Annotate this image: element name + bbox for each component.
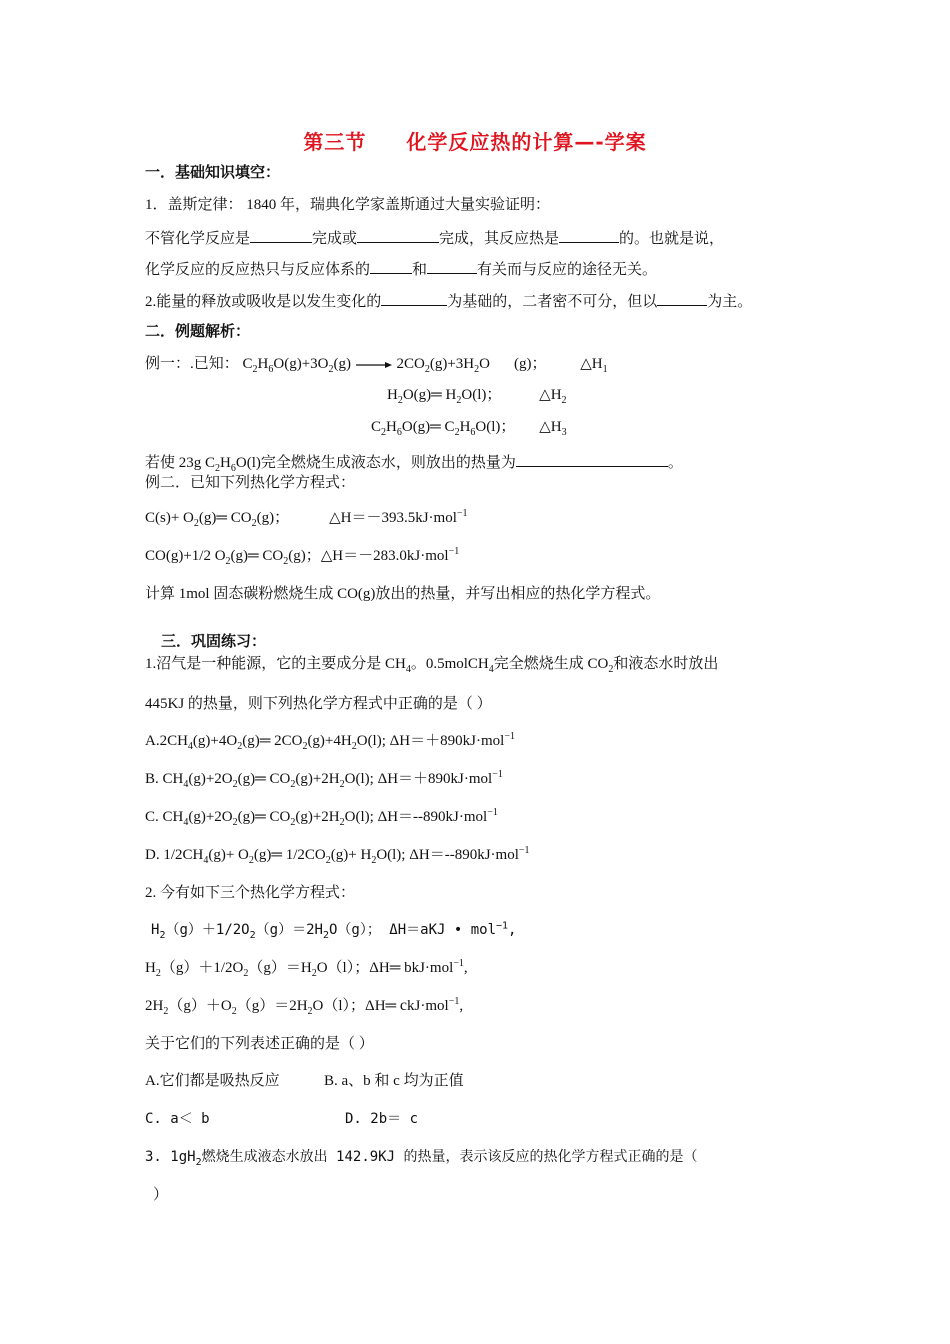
example1-eq2: $H_2O(g)═$ $H_2O(l)$； $\triangle H_2$ xyxy=(387,387,567,406)
fill-blank[interactable] xyxy=(559,227,619,243)
fill-blank[interactable] xyxy=(657,290,707,306)
page-title xyxy=(0,126,950,155)
title-section: 第三节 xyxy=(303,130,367,154)
example1-eq3: $C_2H_6O(g)═$ $C_2H_6O(l)$； $\triangle H_3$ xyxy=(371,419,567,438)
s1-line2: 不管化学反应是 完成或 完成，其反应热是 的。也就是说， xyxy=(145,227,724,249)
fill-blank[interactable] xyxy=(357,227,439,243)
p3-line2: ） xyxy=(153,1187,169,1203)
p2-option-c[interactable]: C. a＜ b xyxy=(145,1111,210,1127)
p2-question: 关于它们的下列表述正确的是（ ） xyxy=(145,1036,374,1052)
p1-option-b[interactable]: B. $CH_4(g)+2O_2(g)═$ $CO_2(g)+2H_2O(l)$; ΔH＝＋890kJ·mol$^{-1}$ xyxy=(145,769,503,790)
fill-blank[interactable] xyxy=(381,290,447,306)
example2-heading: 例二．已知下列热化学方程式： xyxy=(145,475,356,491)
fill-blank[interactable] xyxy=(427,258,477,274)
example2-question: 计算 1mol 固态碳粉燃烧生成 CO(g)放出的热量，并写出相应的热化学方程式。 xyxy=(145,586,661,602)
section2-heading: 二．例题解析： xyxy=(145,324,251,340)
title-topic: 化学反应热的计算—-学案 xyxy=(406,130,647,154)
s1-line3: 化学反应的反应热只与反应体系的 和 有关而与反应的途径无关。 xyxy=(145,258,657,280)
section1-heading: 一．基础知识填空： xyxy=(145,165,281,181)
example1-eq1: 例一：.已知： $C_2H_6O(g)+3O_2(g)$ $2CO_2(g)+3H_2O$ (g)； $\triangle H_1$ xyxy=(145,356,608,375)
p2-option-a[interactable]: A.它们都是吸热反应 xyxy=(145,1073,280,1089)
example2-eq1: $C(s)+ O_2(g)═$ $CO_2(g)$； △H＝－393.5kJ·mol$^{-1}$ xyxy=(145,508,468,529)
fill-blank[interactable] xyxy=(250,227,312,243)
p2-eq1: $H_2(g)+1/2O_2(g)=2H_2O(g)$； ΔH＝aKJ • mol$^{-1}$, xyxy=(151,920,517,941)
s1-line1: 1．盖斯定律： 1840 年，瑞典化学家盖斯通过大量实验证明： xyxy=(145,197,551,213)
p2-option-b[interactable]: B. a、b 和 c 均为正值 xyxy=(324,1073,464,1089)
p1-option-c[interactable]: C. $CH_4(g)+2O_2(g)═$ $CO_2(g)+2H_2O(l)$; ΔH＝--890kJ·mol$^{-1}$ xyxy=(145,807,498,828)
p2-option-d[interactable]: D. 2b＝ c xyxy=(345,1111,419,1127)
p1-option-a[interactable]: $A.2CH_4(g)+4O_2(g)═$ $2CO_2(g)+4H_2O(l)$; ΔH＝＋890kJ·mol$^{-1}$ xyxy=(145,731,515,752)
p2-eq3: $2H_2(g)+O_2(g)=2H_2O(l)$；ΔH═ ckJ·mol$^{-1}$, xyxy=(145,996,464,1017)
reaction-arrow-icon xyxy=(355,360,393,370)
fill-blank[interactable] xyxy=(516,451,668,467)
p2-eq2: $H_2(g)+1/2O_2(g)=H_2O(l)$；ΔH═ bkJ·mol$^{-1}$, xyxy=(145,958,468,979)
p3-line1: 3. $1gH_2$燃烧生成液态水放出 142.9KJ 的热量，表示该反应的热化学方程式正确的是（ xyxy=(145,1149,698,1168)
section3-heading: 三．巩固练习： xyxy=(161,634,267,650)
p1-line1: 1.沼气是一种能源，它的主要成分是 $CH_4$。0.5molCH$_4$完全燃烧生成 $CO_2$和液态水时放出 xyxy=(145,656,719,675)
s1-line4: 2.能量的释放或吸收是以发生变化的 为基础的，二者密不可分，但以 为主。 xyxy=(145,290,752,312)
example1-question: 若使 23g $C_2H_6O(l)$完全燃烧生成液态水，则放出的热量为 。 xyxy=(145,451,683,473)
p1-option-d[interactable]: D. $1/2CH_4(g)+$ $O_2(g)═$ $1/2CO_2(g)+ H_2O(l)$; ΔH＝--890kJ·mol$^{-1}$ xyxy=(145,845,530,866)
p2-heading: 2. 今有如下三个热化学方程式： xyxy=(145,885,356,901)
p1-line2: 445KJ 的热量，则下列热化学方程式中正确的是（ ） xyxy=(145,696,492,712)
fill-blank[interactable] xyxy=(370,258,412,274)
example2-eq2: CO(g)+1/2 $O_2(g)═$ $CO_2(g)$；△H＝－283.0kJ·mol$^{-1}$ xyxy=(145,546,460,567)
